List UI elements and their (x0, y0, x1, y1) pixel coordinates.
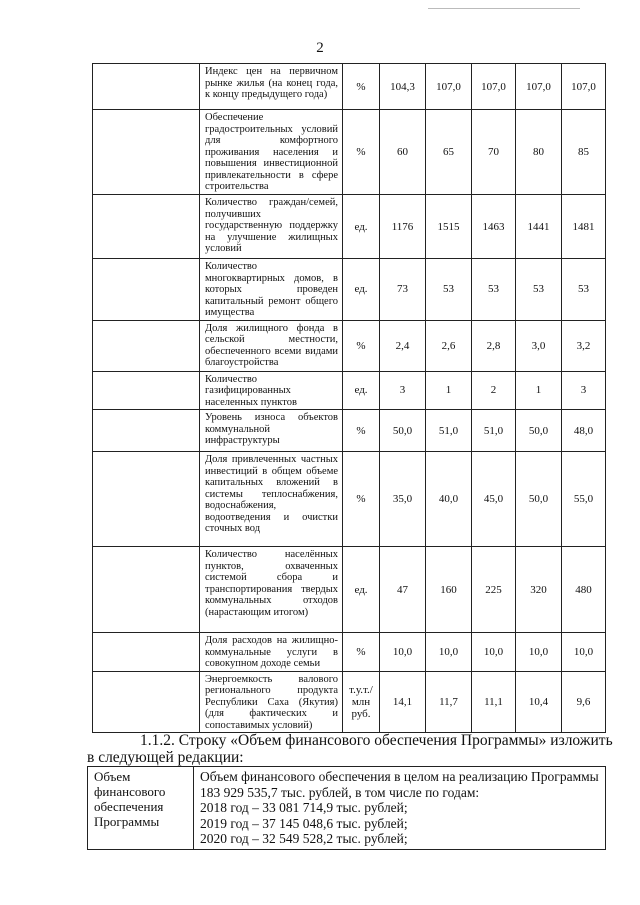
indicator-value: 11,7 (426, 671, 472, 733)
indicator-value: 73 (380, 259, 426, 321)
indicator-unit: % (343, 633, 380, 672)
indicator-row (93, 259, 606, 321)
indicator-value: 60 (380, 110, 426, 195)
indicator-unit: % (343, 452, 380, 547)
indicator-label: Обеспечение градостроительных условий для комфортного проживания населения и повышения инвестиционной привлекательности в сфере строительства (200, 110, 343, 195)
indicator-value: 40,0 (426, 452, 472, 547)
empty-cell (93, 110, 200, 195)
indicator-value: 85 (562, 110, 606, 195)
indicator-label: Количество граждан/семей, получивших государственную поддержку на улучшение жилищных условий (200, 195, 343, 259)
indicator-label: Уровень износа объектов коммунальной инфраструктуры (200, 410, 343, 452)
indicator-value: 35,0 (380, 452, 426, 547)
indicator-label: Энергоемкость валового регионального продукта Республики Саха (Якутия) (для фактических и сопоставимых условий) (200, 671, 343, 733)
finance-line: 2020 год – 32 549 528,2 тыс. рублей; (200, 831, 408, 846)
indicator-value: 3 (562, 371, 606, 410)
indicator-value: 1 (516, 371, 562, 410)
indicator-row (93, 371, 606, 410)
indicator-value: 9,6 (562, 671, 606, 733)
indicator-label: Доля привлеченных частных инвестиций в общем объеме капитальных вложений в системы теплоснабжения, водоснабжения, водоотведения и очистки сточных вод (200, 452, 343, 547)
indicator-value: 2,8 (472, 320, 516, 371)
indicator-value: 11,1 (472, 671, 516, 733)
indicator-value: 51,0 (426, 410, 472, 452)
indicator-value: 10,0 (562, 633, 606, 672)
indicator-label: Индекс цен на первичном рынке жилья (на конец года, к концу предыдущего года) (200, 64, 343, 110)
finance-line: 2019 год – 37 145 048,6 тыс. рублей; (200, 815, 408, 831)
indicator-unit: т.у.т./ млн руб. (343, 671, 380, 733)
indicator-unit: ед. (343, 195, 380, 259)
indicator-unit: % (343, 110, 380, 195)
finance-line: 183 929 535,7 тыс. рублей, в том числе по годам: (200, 784, 480, 800)
indicator-value: 10,0 (472, 633, 516, 672)
indicator-value: 107,0 (472, 64, 516, 110)
indicator-value: 320 (516, 547, 562, 633)
indicator-value: 1481 (562, 195, 606, 259)
indicator-value: 53 (472, 259, 516, 321)
indicator-value: 1441 (516, 195, 562, 259)
amendment-paragraph-line2: в следующей редакции: (87, 749, 244, 766)
indicator-label: Количество многоквартирных домов, в которых проведен капитальный ремонт общего имущества (200, 259, 343, 321)
indicator-value: 225 (472, 547, 516, 633)
indicator-value: 104,3 (380, 64, 426, 110)
indicator-value: 107,0 (426, 64, 472, 110)
indicator-value: 1176 (380, 195, 426, 259)
indicator-label: Количество населённых пунктов, охваченных системой сбора и транспортирования твердых коммунальных отходов (нарастающим итогом) (200, 547, 343, 633)
empty-cell (93, 259, 200, 321)
indicator-unit: % (343, 410, 380, 452)
indicator-row (93, 64, 606, 110)
indicator-row (93, 195, 606, 259)
indicator-value: 2,6 (426, 320, 472, 371)
indicator-row (93, 320, 606, 371)
indicator-value: 10,0 (426, 633, 472, 672)
indicator-label: Доля расходов на жилищно-коммунальные услуги в совокупном доходе семьи (200, 633, 343, 672)
indicator-unit: % (343, 320, 380, 371)
empty-cell (93, 320, 200, 371)
indicator-unit: % (343, 64, 380, 110)
indicator-value: 80 (516, 110, 562, 195)
page-number: 2 (316, 40, 324, 56)
indicator-value: 2,4 (380, 320, 426, 371)
indicator-row (93, 110, 606, 195)
indicator-value: 53 (516, 259, 562, 321)
indicator-value: 1463 (472, 195, 516, 259)
empty-cell (93, 64, 200, 110)
indicator-value: 45,0 (472, 452, 516, 547)
indicator-label: Количество газифицированных населенных пунктов (200, 371, 343, 410)
indicator-value: 53 (426, 259, 472, 321)
indicator-value: 160 (426, 547, 472, 633)
indicator-value: 48,0 (562, 410, 606, 452)
indicator-unit: ед. (343, 371, 380, 410)
indicator-value: 50,0 (516, 410, 562, 452)
indicator-value: 480 (562, 547, 606, 633)
indicator-value: 14,1 (380, 671, 426, 733)
empty-cell (93, 371, 200, 410)
indicator-value: 2 (472, 371, 516, 410)
indicator-value: 3,2 (562, 320, 606, 371)
indicator-value: 50,0 (380, 410, 426, 452)
indicator-value: 55,0 (562, 452, 606, 547)
indicator-value: 107,0 (562, 64, 606, 110)
empty-cell (93, 195, 200, 259)
empty-cell (93, 547, 200, 633)
indicators-table (92, 63, 606, 733)
finance-content (194, 767, 606, 850)
finance-line: Объем финансового обеспечения в целом на реализацию Программы (200, 769, 599, 784)
indicator-value: 51,0 (472, 410, 516, 452)
indicator-label: Доля жилищного фонда в сельской местности, обеспеченного всеми видами благоустройства (200, 320, 343, 371)
indicator-row (93, 633, 606, 672)
indicator-value: 50,0 (516, 452, 562, 547)
indicator-row (93, 547, 606, 633)
finance-row (88, 767, 606, 850)
indicator-value: 1515 (426, 195, 472, 259)
empty-cell (93, 671, 200, 733)
empty-cell (93, 452, 200, 547)
indicator-value: 53 (562, 259, 606, 321)
indicator-value: 1 (426, 371, 472, 410)
indicator-value: 10,4 (516, 671, 562, 733)
amendment-paragraph-line1: 1.1.2. Строку «Объем финансового обеспечения Программы» изложить (140, 732, 613, 749)
indicator-row (93, 671, 606, 733)
indicator-value: 65 (426, 110, 472, 195)
indicator-value: 47 (380, 547, 426, 633)
finance-table (87, 766, 606, 850)
indicator-row (93, 410, 606, 452)
indicator-value: 10,0 (516, 633, 562, 672)
header-rule (428, 8, 580, 9)
indicator-value: 3,0 (516, 320, 562, 371)
empty-cell (93, 633, 200, 672)
indicator-value: 107,0 (516, 64, 562, 110)
indicator-unit: ед. (343, 547, 380, 633)
indicator-unit: ед. (343, 259, 380, 321)
indicator-row (93, 452, 606, 547)
finance-line: 2018 год – 33 081 714,9 тыс. рублей; (200, 800, 408, 815)
indicator-value: 10,0 (380, 633, 426, 672)
empty-cell (93, 410, 200, 452)
finance-label: Объем финансового обеспечения Программы (88, 767, 194, 850)
indicator-value: 3 (380, 371, 426, 410)
indicator-value: 70 (472, 110, 516, 195)
